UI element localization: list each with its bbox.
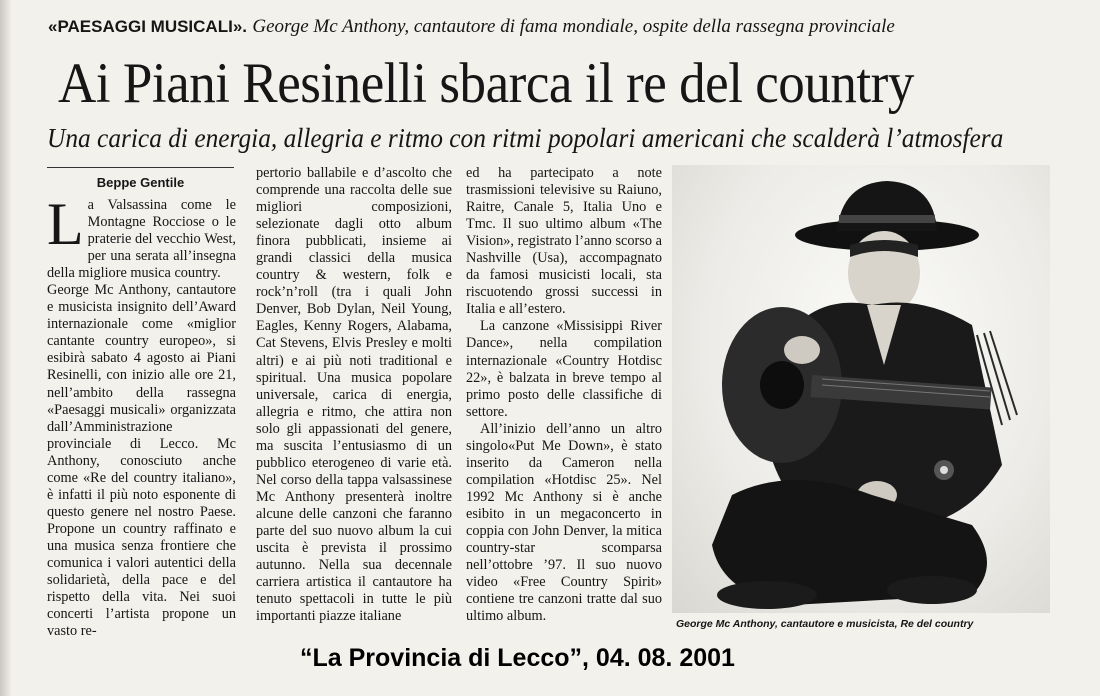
article-column-1	[47, 191, 236, 640]
paragraph: ed ha partecipato a note trasmissioni televisive su Raiuno, Raitre, Canale 5, Italia Uno e Tmc. Il suo ultimo album «The Vision», registrato l’anno scorso a Nashville (Usa), accompagnato da famosi musicisti locali, sta riscuotendo grossi successi in Italia e all’estero.	[466, 165, 662, 318]
kicker-line	[48, 16, 1098, 38]
musician-illustration	[672, 165, 1050, 613]
subheadline: Una carica di energia, allegria e ritmo con ritmi popolari americani che scalderà l’atmosfera	[47, 123, 1004, 153]
photo-caption: George Mc Anthony, cantautore e musicista, Re del country	[676, 618, 974, 630]
paragraph: pertorio ballabile e d’ascolto che comprende una raccolta delle sue migliori composizioni, selezionate dagli otto album finora pubblicati, insieme ai grandi classici della musica country & western, folk e rock’n’roll (tra i quali John Denver, Bob Dylan, Neil Young, Eagles, Kenny Rogers, Alabama, Cat Stevens, Elvis Presley e molti altri) e ai più noti traditional e spiritual. Una musica popolare universale, carica di energia, allegria e ritmo, che attira non solo gli appassionati del genere, ma suscita l’entusiasmo di un pubblico eterogeneo di varie età. Nel corso della tappa valsassinese Mc Anthony presenterà inoltre alcune delle canzoni che faranno parte del suo nuovo album la cui uscita è prevista il prossimo autunno. Nella sua decennale carriera artistica il cantautore ha tenuto spettacoli in tutte le più importanti piazze italiane	[256, 165, 452, 625]
kicker-deck: George Mc Anthony, cantautore di fama mondiale, ospite della rassegna provinciale	[252, 16, 895, 37]
byline-rule	[47, 167, 234, 168]
paragraph: All’inizio dell’anno un altro singolo«Put Me Down», è stato inserito da Cameron nella compilation «Hotdisc 25». Nel 1992 Mc Anthony si è anche esibito in un megaconcerto in coppia con John Denver, la mitica country-star scomparsa nell’ottobre ’97. Il suo nuovo video «Free Country Spirit» contiene tre canzoni tratte dal suo ultimo album.	[466, 420, 662, 625]
byline: Beppe Gentile	[96, 175, 185, 190]
article-column-3	[466, 165, 662, 625]
article-column-2	[256, 165, 452, 625]
paragraph	[47, 191, 236, 282]
source-citation: “La Provincia di Lecco”, 04. 08. 2001	[300, 644, 735, 672]
paragraph-text: a Valsassina come le Montagne Rocciose o le praterie del vecchio West, per una serata all’insegna della migliore musica country.	[47, 197, 236, 282]
scan-edge	[0, 0, 12, 696]
paragraph: La canzone «Missisippi River Dance», nella compilation internazionale «Country Hotdisc 22», è balzata in breve tempo al primo posto delle classifiche di settore.	[466, 318, 662, 420]
paragraph: George Mc Anthony, cantautore e musicista insignito dell’Award internazionale come «miglior cantante country europeo», si esibirà sabato 4 agosto ai Piani Resinelli, con inizio alle ore 21, nell’ambito della rassegna «Paesaggi musicali» organizzata dall’Amministrazione provinciale di Lecco. Mc Anthony, conosciuto anche come «Re del country italiano», è infatti il più noto esponente di questo genere nel nostro Paese. Propone un country raffinato e una musica senza frontiere che comunica i valori autentici della solidarietà, della pace e del rispetto della vita. Nei suoi concerti l’artista propone un vasto re-	[47, 282, 236, 640]
headline: Ai Piani Resinelli sbarca il re del country	[58, 52, 914, 115]
article-photo	[672, 165, 1050, 613]
section-rubric: «PAESAGGI MUSICALI».	[48, 17, 247, 36]
drop-cap: L	[47, 191, 84, 257]
